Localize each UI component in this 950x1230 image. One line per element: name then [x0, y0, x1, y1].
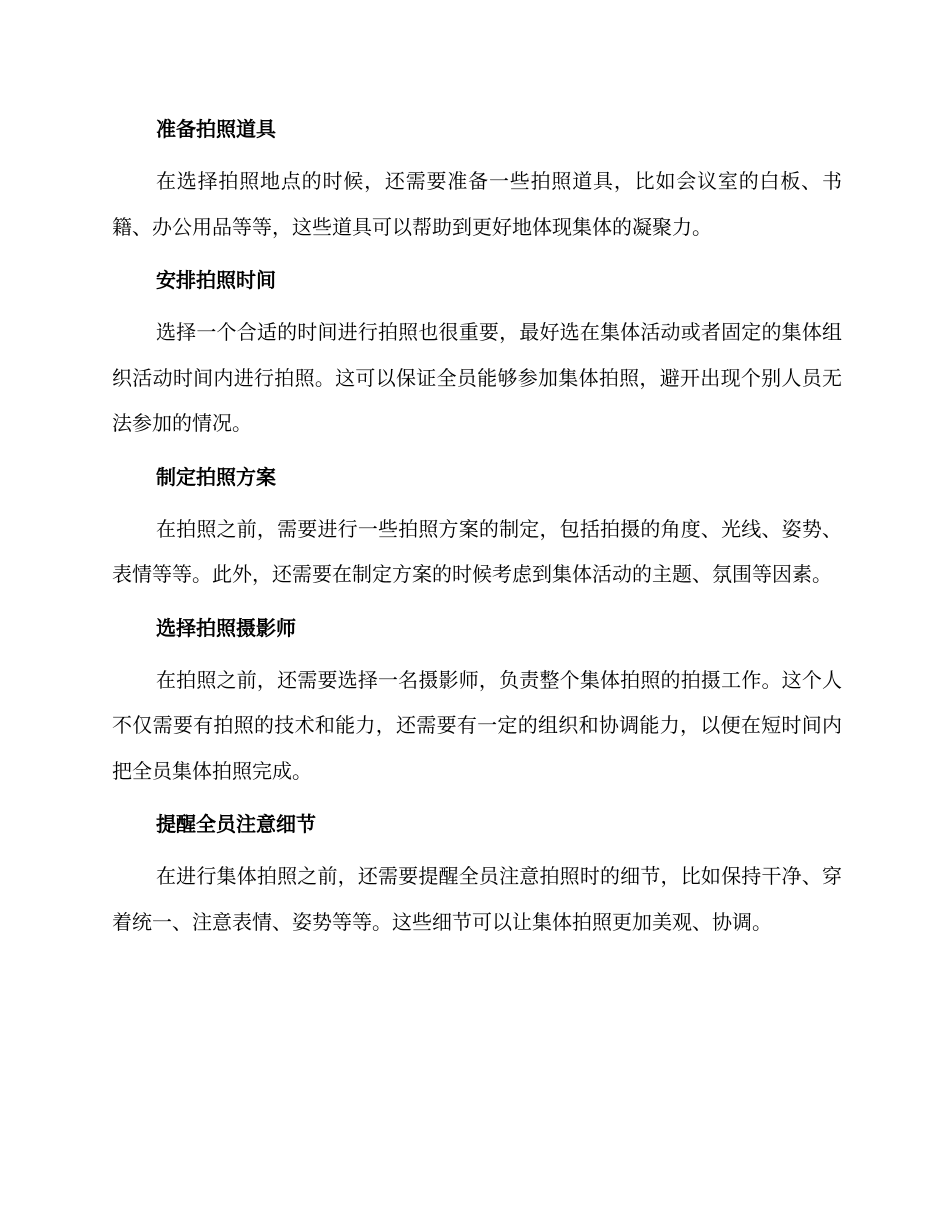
document-page [112, 111, 842, 957]
section-paragraph [112, 854, 842, 945]
paragraph-line: 净、穿着统一、注意表情、姿势等等。这些细节可以让集体拍照更加美观、 [112, 864, 843, 934]
paragraph-line: 协调。 [712, 909, 772, 934]
section-heading: 准备拍照道具 [156, 117, 276, 141]
section-remind-details [112, 806, 842, 945]
paragraph-line: 选择一个合适的时间进行拍照也很重要，最好选在集体活动或者固定的 [156, 320, 782, 344]
paragraph-line: 在选择拍照地点的时候，还需要准备一些拍照道具，比如会议室的白 [156, 169, 781, 193]
paragraph-line: 在拍照之前，需要进行一些拍照方案的制定，包括拍摄的角度、光线、 [156, 516, 782, 541]
paragraph-line: 这个人不仅需要有拍照的技术和能力，还需要有一定的组织和协调能力，以 [112, 667, 843, 737]
section-make-plan [112, 459, 842, 598]
paragraph-line: 便在短时间内把全员集体拍照完成。 [112, 713, 843, 783]
paragraph-line: 板、书籍、办公用品等等，这些道具可以帮助到更好地体现集体的凝聚力。 [112, 169, 842, 239]
section-heading: 提醒全员注意细节 [156, 812, 316, 836]
section-paragraph [112, 310, 842, 447]
paragraph-line: 姿势、表情等等。此外，还需要在制定方案的时候考虑到集体活动的主题、 [112, 516, 843, 586]
section-paragraph [112, 658, 842, 795]
section-heading: 安排拍照时间 [156, 268, 276, 292]
paragraph-line: 集体组织活动时间内进行拍照。这可以保证全员能够参加集体拍照，避开出 [112, 320, 843, 390]
paragraph-line: 现个别人员无法参加的情况。 [112, 365, 843, 435]
section-schedule-time [112, 262, 842, 447]
section-heading: 制定拍照方案 [156, 464, 276, 489]
section-choose-photographer [112, 610, 842, 795]
section-heading: 选择拍照摄影师 [156, 615, 296, 640]
paragraph-line: 在进行集体拍照之前，还需要提醒全员注意拍照时的细节，比如保持干 [156, 864, 782, 888]
paragraph-line: 在拍照之前，还需要选择一名摄影师，负责整个集体拍照的拍摄工作。 [156, 667, 782, 692]
section-prepare-props [112, 111, 842, 250]
section-paragraph [112, 507, 842, 598]
section-paragraph [112, 159, 842, 250]
paragraph-line: 氛围等因素。 [712, 562, 832, 586]
